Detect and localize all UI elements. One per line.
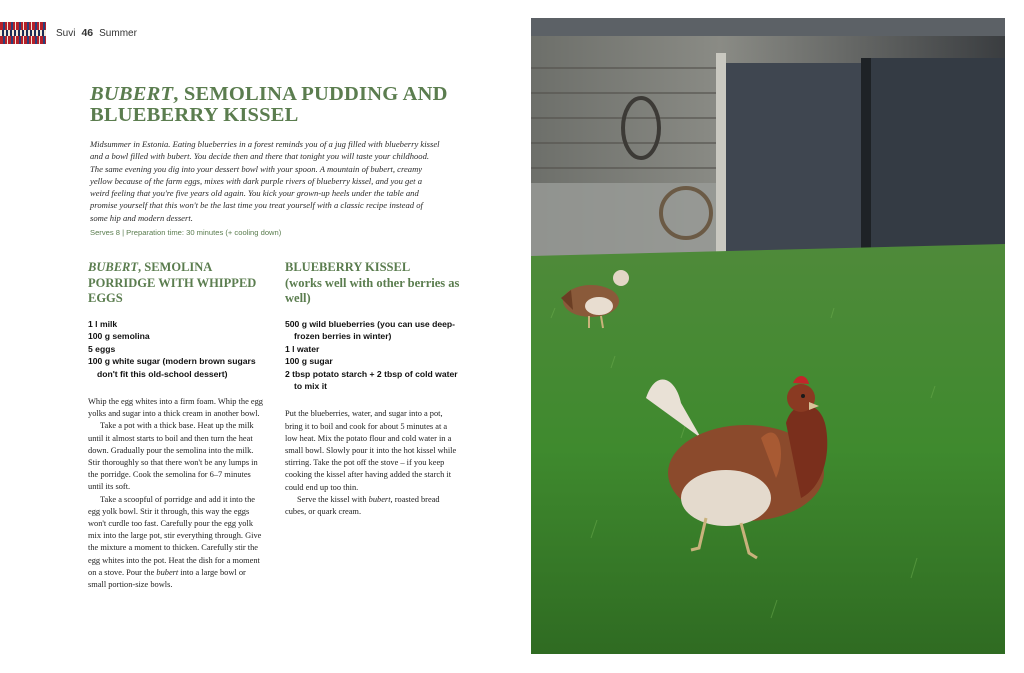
barn-door-right <box>871 58 1005 248</box>
ingredient-item: 1 l milk <box>88 319 118 329</box>
bubert-recipe <box>88 260 263 591</box>
ingredient-item: 100 g white sugar (modern brown sugars don't fit this old-school dessert) <box>88 356 256 379</box>
bubert-ingredients <box>88 318 263 380</box>
photo-illustration <box>531 18 1005 654</box>
header-season: Summer <box>99 28 137 39</box>
method-step-italic: bubert <box>368 494 391 504</box>
method-step-text: Take a scoopful of porridge and add it into the egg yolk bowl. Stir it through, this way the eggs won't curdle too fast. Carefully pour the egg yolk mix into the large pot, stir everything through. Give the mixture a moment to thicken. Carefully stir the egg whites into the pot. Heat the dish for a moment on a stove. Pour the <box>88 494 262 577</box>
barn-roof <box>531 18 1005 36</box>
recipe-title-rest: , SEMOLINA PUDDING AND BLUEBERRY KISSEL <box>90 83 448 126</box>
stone-foundation <box>531 183 721 258</box>
bubert-heading <box>88 260 263 318</box>
method-step-text: , roasted bread cubes, or quark cream. <box>285 494 440 517</box>
kissel-recipe <box>285 260 460 518</box>
method-step-italic: bubert <box>156 567 179 577</box>
running-header <box>0 22 137 44</box>
header-section: Suvi <box>56 28 76 39</box>
kissel-method <box>285 408 460 518</box>
page-number: 46 <box>81 27 94 39</box>
bubert-method <box>88 396 263 591</box>
intro-paragraph: Midsummer in Estonia. Eating blueberries in a forest reminds you of a jug filled with blueberry kissel and a bowl filled with bubert. You decide then and there that tonight you will taste your childhood. The same evening you dig into your dessert bowl with your spoon. A mountain of bubert, creamy yellow because of the farm eggs, mixes with dark purple rivers of blueberry kissel, and you get a weird feeling that you're five years old again. You kick your grown-up heels under the table and promise yourself that this won't be the last time you treat yourself with a classic recipe instead of some hip and modern dessert. <box>90 139 440 223</box>
kissel-heading <box>285 260 460 318</box>
method-step <box>285 494 460 518</box>
method-step: Take a pot with a thick base. Heat up the milk until it almost starts to boil and then turn the heat down. Gradually pour the semolina into the milk. Stir thoroughly so that there won't be any lumps in the porridge. Cook the semolina for 6–7 minutes until its soft. <box>88 421 258 492</box>
ingredient-item: 5 eggs <box>88 343 116 354</box>
method-step-text: into a large bowl or small portion-size bowls. <box>88 567 246 590</box>
door-gap <box>861 58 871 258</box>
ingredient-item: 1 l water <box>285 343 320 354</box>
method-step: Whip the egg whites into a firm foam. Whip the egg yolks and sugar into a thick cream in another bowl. <box>88 397 263 419</box>
recipe-title <box>90 84 450 126</box>
folk-ornament-icon <box>0 22 46 44</box>
ingredient-item: 100 g semolina <box>88 331 150 342</box>
barn-door-left <box>726 63 861 253</box>
kissel-heading-caps: BLUEBERRY KISSEL <box>285 260 411 274</box>
ingredient-item: 100 g sugar <box>285 356 333 367</box>
method-step: Put the blueberries, water, and sugar into a pot, bring it to boil and cook for about 5 minutes at a low heat. Mix the potato flour and cold water in a small bowl. Slowly pour it into the hot kissel while stirring. Take the pot off the stove – if you keep cooking the kissel after having added the starch it could end up too thin. <box>285 409 457 492</box>
method-step-text: Serve the kissel with <box>297 494 367 504</box>
kissel-heading-lower: (works well with other berries as well) <box>285 275 460 305</box>
header-text <box>56 27 137 39</box>
bubert-heading-rest: , SEMOLINA PORRIDGE WITH WHIPPED EGGS <box>88 260 257 305</box>
ingredient-item: 2 tbsp potato starch + 2 tbsp of cold water to mix it <box>285 368 458 392</box>
recipe-title-italic: BUBERT <box>90 83 174 105</box>
ingredient-item: 500 g wild blueberries (you can use deep-frozen berries in winter) <box>285 319 456 342</box>
door-frame <box>716 53 726 258</box>
serves-info: Serves 8 | Preparation time: 30 minutes (+ cooling down) <box>90 228 282 237</box>
farmyard-chicken-photo <box>531 18 1005 654</box>
method-step <box>88 494 263 592</box>
bubert-heading-italic: BUBERT <box>88 260 139 274</box>
kissel-ingredients <box>285 318 460 392</box>
